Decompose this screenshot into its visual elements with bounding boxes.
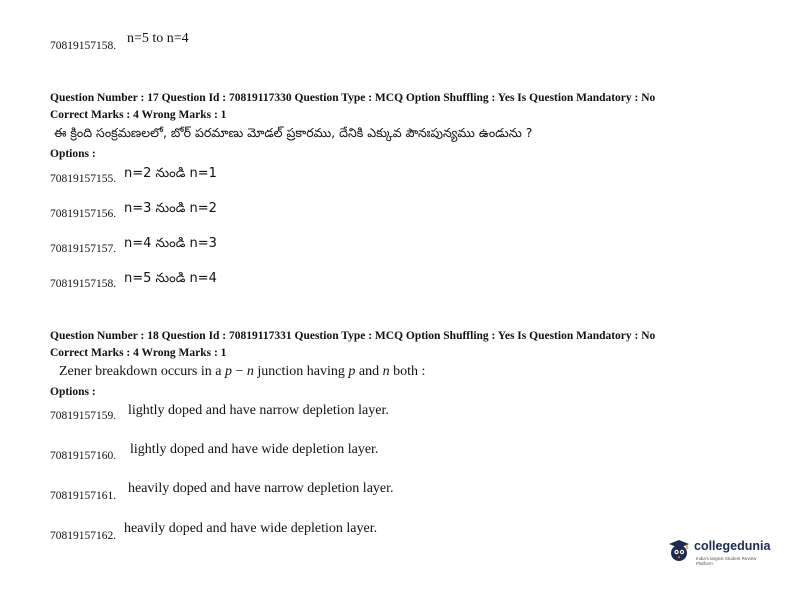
question-18-marks: Correct Marks : 4 Wrong Marks : 1	[50, 347, 227, 359]
option-text: heavily doped and have narrow depletion layer.	[128, 481, 394, 496]
math-p: p	[348, 364, 356, 379]
option-text: n=4 నుండి n=3	[124, 236, 217, 251]
option-text: lightly doped and have narrow depletion layer.	[128, 403, 389, 418]
option-text: n=2 నుండి n=1	[124, 166, 217, 181]
option-text: n=5 to n=4	[127, 31, 189, 46]
option-text: lightly doped and have wide depletion layer.	[130, 442, 379, 457]
question-text-part: and	[355, 364, 383, 379]
question-18-text	[59, 364, 425, 380]
question-text-part: junction having	[253, 364, 349, 379]
option-id: 70819157157.	[50, 243, 117, 255]
collegedunia-watermark	[666, 536, 771, 570]
option-id: 70819157158.	[50, 278, 117, 290]
option-id: 70819157156.	[50, 208, 117, 220]
option-id: 70819157159.	[50, 410, 117, 422]
option-id: 70819157155.	[50, 173, 117, 185]
question-text-part: Zener breakdown occurs in a	[59, 364, 225, 379]
option-id: 70819157160.	[50, 450, 117, 462]
option-text: n=5 నుండి n=4	[124, 271, 217, 286]
option-text: n=3 నుండి n=2	[124, 201, 217, 216]
option-id: 70819157161.	[50, 490, 117, 502]
math-p: p	[224, 364, 232, 379]
option-id: 70819157158.	[50, 40, 117, 52]
question-17-text: ఈ క్రింది సంక్రమణలలో, బోర్ పరమాణు మోడల్ ప్రకారము, దేనికి ఎక్కువ పౌనఃపున్యము ఉండును ?	[54, 125, 533, 140]
question-17-marks: Correct Marks : 4 Wrong Marks : 1	[50, 109, 227, 121]
question-text-part: both :	[389, 364, 426, 379]
question-17-options-label: Options :	[50, 148, 96, 160]
math-n: n	[382, 364, 390, 379]
math-n: n	[246, 364, 254, 379]
question-18-options-label: Options :	[50, 386, 96, 398]
graduation-cap-logo-icon	[666, 538, 692, 564]
brand-name: collegedunia	[694, 539, 771, 553]
math-minus: −	[231, 364, 247, 379]
question-18-header: Question Number : 18 Question Id : 70819117331 Question Type : MCQ Option Shuffling : Yes Is Question Mandatory : No	[50, 330, 656, 342]
question-17-header: Question Number : 17 Question Id : 70819117330 Question Type : MCQ Option Shuffling : Yes Is Question Mandatory : No	[50, 92, 656, 104]
option-id: 70819157162.	[50, 530, 117, 542]
option-text: heavily doped and have wide depletion layer.	[124, 521, 378, 536]
brand-tagline: India's largest Student Review Platform	[696, 556, 757, 566]
